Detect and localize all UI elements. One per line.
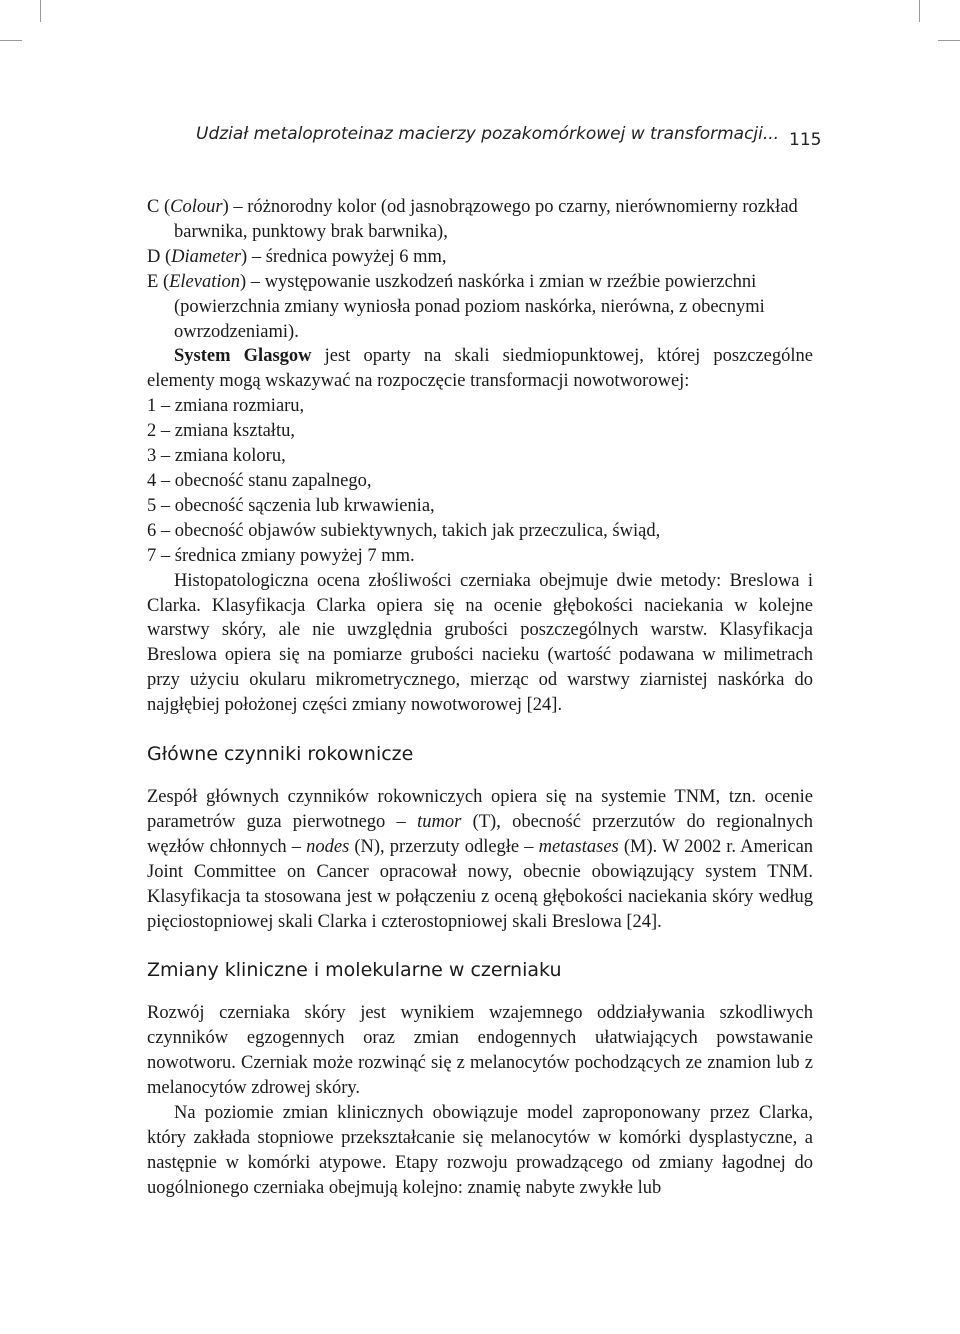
changes-paragraph-2: Na poziomie zmian klinicznych obowiązuje model zaproponowany przez Clarka, który zakłada stopniowe przekształcanie się melanocytów w komórki dysplastyczne, a następnie w komórki atypowe. Etapy rozwoju prowadzącego od zmiany łagodnej do uogólnionego czerniaka obejmują kolejno: znamię nabyte zwykłe lub [147, 1103, 813, 1198]
glasgow-item: 5 – obecność sączenia lub krwawienia, [147, 495, 435, 516]
page-body [147, 195, 813, 1201]
crop-mark-top-right-vertical [919, 0, 920, 22]
glasgow-item: 2 – zmiana kształtu, [147, 421, 295, 442]
changes-paragraph-1: Rozwój czerniaka skóry jest wynikiem wzajemnego oddziaływania szkodliwych czynników egzogennych oraz zmian endogennych ułatwiających powstawanie nowotworu. Czerniak może rozwinąć się z melanocytów pochodzących ze znamion lub z melanocytów zdrowej skóry. [147, 1003, 813, 1099]
page-number: 115 [789, 130, 822, 150]
glasgow-item: 6 – obecność objawów subiektywnych, takich jak przeczulica, świąd, [147, 520, 661, 541]
running-title: Udział metaloproteinaz macierzy pozakomórkowej w transformacji... [196, 124, 780, 144]
abcd-item-e: E (Elevation) – występowanie uszkodzeń naskórka i zmian w rzeźbie powierzchni (powierzchnia zmiany wyniosła ponad poziom naskórka, nierówna, z obecnymi owrzodzeniami). [147, 271, 765, 342]
section-heading-clinical-molecular: Zmiany kliniczne i molekularne w czerniaku [147, 959, 562, 982]
glasgow-item: 3 – zmiana koloru, [147, 446, 286, 467]
glasgow-item: 7 – średnica zmiany powyżej 7 mm. [147, 545, 415, 566]
glasgow-intro: System Glasgow jest oparty na skali siedmiopunktowej, której poszczególne elementy mogą wskazywać na rozpoczęcie transformacji nowotworowej: [147, 346, 813, 392]
crop-mark-top-left-horizontal [0, 40, 22, 41]
histopathology-paragraph: Histopatologiczna ocena złośliwości czerniaka obejmuje dwie metody: Breslowa i Clarka. Klasyfikacja Clarka opiera się na ocenie głębokości naciekania w kolejne warstwy skóry, ale nie uwzględnia grubości poszczególnych warstw. Klasyfikacja Breslowa opiera się na pomiarze grubości nacieku (wartość podawana w milimetrach przy użyciu okularu mikrometrycznego, mierząc od warstwy ziarnistej naskórka do najgłębiej położonej części zmiany nowotworowej [24]. [147, 570, 813, 716]
crop-mark-top-left-vertical [40, 0, 41, 22]
glasgow-item: 4 – obecność stanu zapalnego, [147, 470, 372, 491]
glasgow-item: 1 – zmiana rozmiaru, [147, 396, 305, 417]
section-heading-prognostic: Główne czynniki rokownicze [147, 743, 414, 766]
crop-mark-top-right-horizontal [938, 40, 960, 41]
abcd-item-d: D (Diameter) – średnica powyżej 6 mm, [147, 246, 447, 267]
abcd-item-c: C (Colour) – różnorodny kolor (od jasnobrązowego po czarny, nierównomierny rozkład barwnika, punktowy brak barwnika), [147, 197, 798, 242]
prognostic-paragraph: Zespół głównych czynników rokowniczych opiera się na systemie TNM, tzn. ocenie parametrów guza pierwotnego – tumor (T), obecność przerzutów do regionalnych węzłów chłonnych – nodes (N), przerzuty odległe – metastases (M). W 2002 r. American Joint Committee on Cancer opracował nowy, obecnie obowiązujący system TNM. Klasyfikacja ta stosowana jest w połączeniu z oceną głębokości naciekania skóry według pięciostopniowej skali Clarka i czterostopniowej skali Breslowa [24]. [147, 787, 814, 932]
